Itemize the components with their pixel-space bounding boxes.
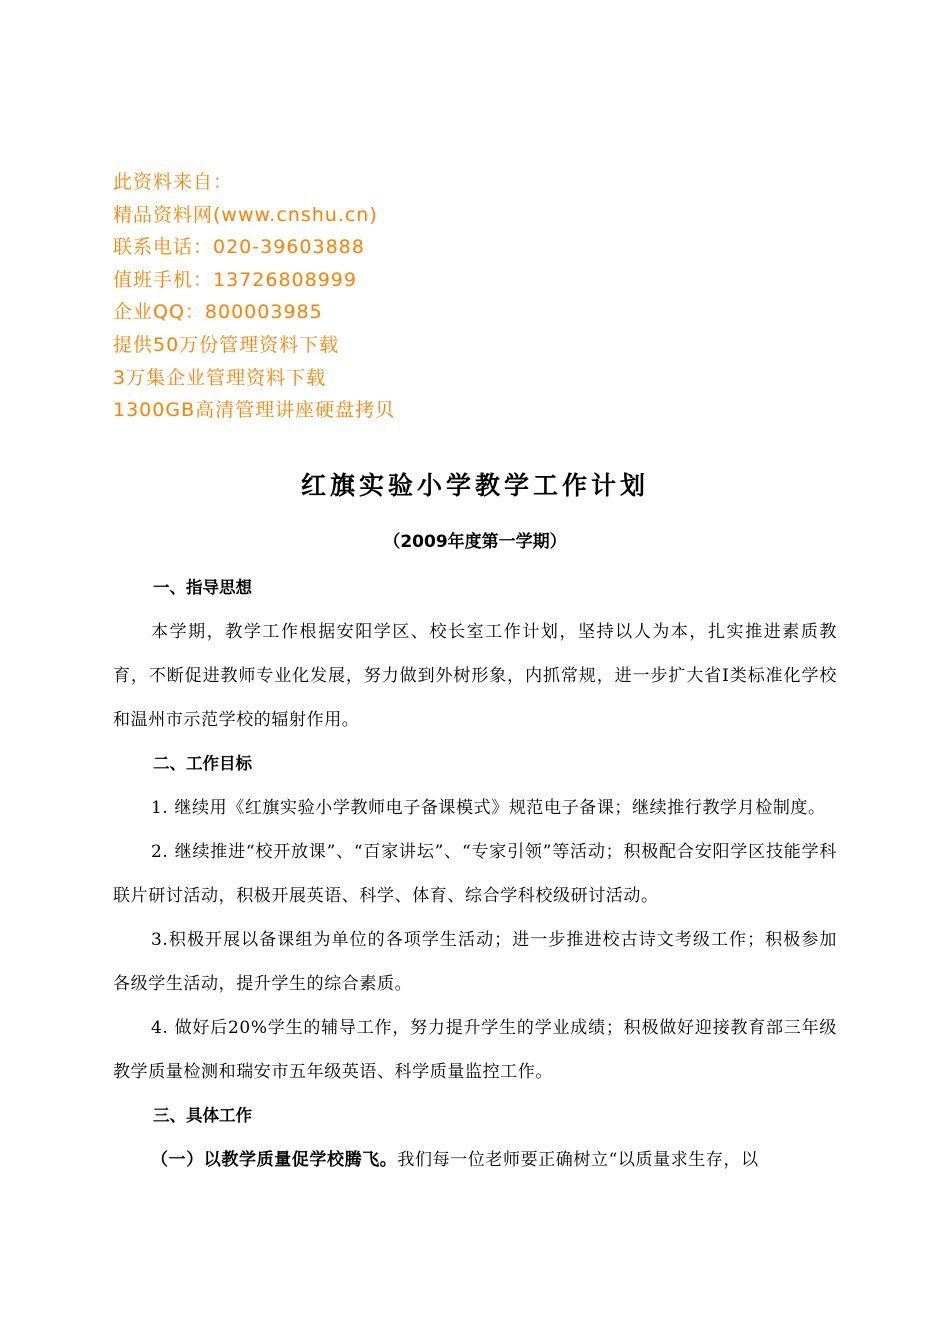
- section-heading: 一、指导思想: [153, 578, 252, 597]
- promo-line: 联系电话：020-39603888: [113, 236, 365, 259]
- document-subtitle: （2009年度第一学期）: [383, 532, 567, 552]
- paragraph: 4. 做好后20%学生的辅导工作，努力提升学生的学业成绩；积极做好迎接教育部三年级教学质量检测和瑞安市五年级英语、科学质量监控工作。: [113, 1018, 837, 1082]
- promo-line: 值班手机：13726808999: [113, 268, 357, 291]
- paragraph: 3.积极开展以备课组为单位的各项学生活动；进一步推进校古诗文考级工作；积极参加各级学生活动，提升学生的综合素质。: [113, 930, 837, 994]
- promo-line: 企业QQ：800003985: [113, 301, 323, 324]
- promo-line: 3万集企业管理资料下载: [113, 366, 327, 389]
- paragraph: 2. 继续推进“校开放课”、“百家讲坛”、“专家引领”等活动；积极配合安阳学区技能学科联片研讨活动，积极开展英语、科学、体育、综合学科校级研讨活动。: [113, 842, 837, 906]
- section-heading: 二、工作目标: [153, 754, 252, 773]
- document-title: 红旗实验小学教学工作计划: [300, 471, 649, 500]
- promo-block: [113, 166, 395, 427]
- paragraph-lead-bold: （一）以教学质量促学校腾飞。: [151, 1150, 398, 1170]
- promo-line: 精品资料网(www.cnshu.cn): [113, 203, 378, 226]
- paragraph: 1. 继续用《红旗实验小学教师电子备课模式》规范电子备课；继续推行教学月检制度。: [151, 798, 826, 818]
- promo-line: 此资料来自：: [113, 171, 234, 193]
- paragraph: 本学期，教学工作根据安阳学区、校长室工作计划，坚持以人为本，扎实推进素质教育，不断促进教师专业化发展，努力做到外树形象，内抓常规，进一步扩大省Ⅰ类标准化学校和温州市示范学校的辐射作用。: [113, 622, 837, 730]
- section-heading: 三、具体工作: [153, 1106, 252, 1125]
- paragraph-lead-text: 我们每一位老师要正确树立“以质量求生存，以: [397, 1150, 759, 1170]
- document-body: [113, 566, 837, 1182]
- promo-line: 1300GB高清管理讲座硬盘拷贝: [113, 399, 396, 422]
- promo-line: 提供50万份管理资料下载: [113, 333, 340, 356]
- paragraph: [113, 1138, 837, 1182]
